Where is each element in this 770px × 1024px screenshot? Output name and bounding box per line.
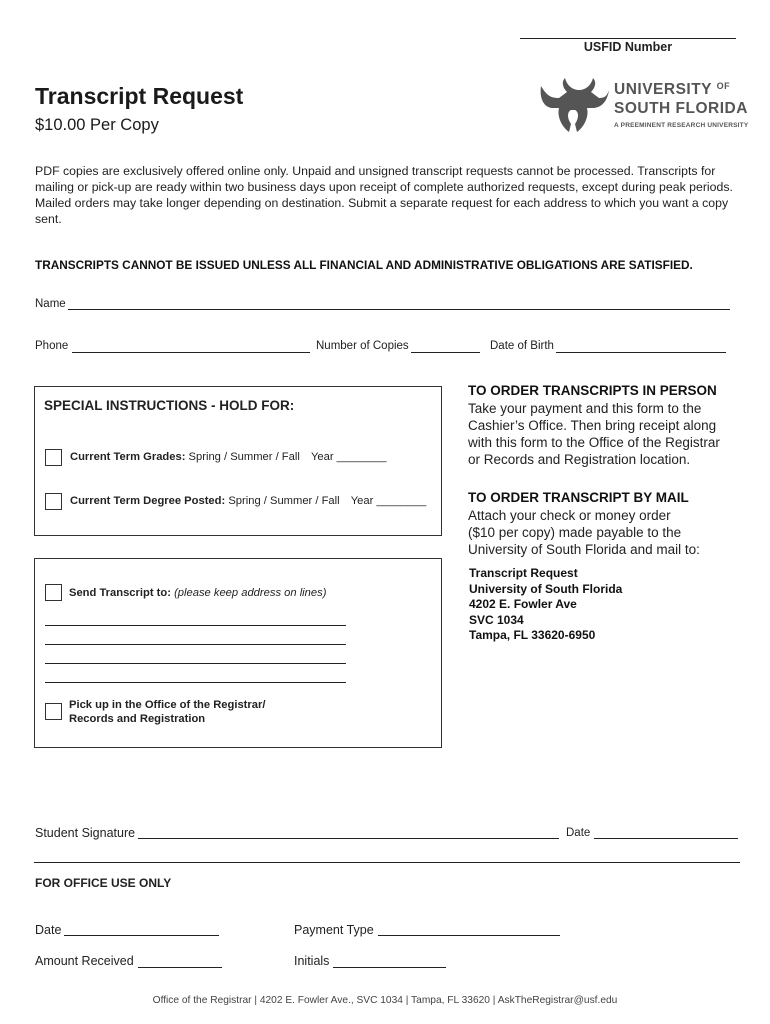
name-field[interactable] <box>68 309 730 310</box>
by-mail-text: Attach your check or money order ($10 per copy) made payable to the University of South Florida and mail to: <box>468 508 700 557</box>
footer-contact: Office of the Registrar | 4202 E. Fowler Ave., SVC 1034 | Tampa, FL 33620 | AskTheRegistrar@usf.edu <box>152 995 618 1006</box>
address-line-3[interactable] <box>45 663 346 664</box>
address-line-1[interactable] <box>45 625 346 626</box>
signature-label: Student Signature <box>35 826 136 840</box>
address-line-4[interactable] <box>45 682 346 683</box>
phone-label: Phone <box>35 340 69 352</box>
price-per-copy: $10.00 Per Copy <box>35 116 159 134</box>
signature-field[interactable] <box>138 838 559 839</box>
office-use-heading: FOR OFFICE USE ONLY <box>35 876 172 890</box>
payment-type-label: Payment Type <box>294 923 374 937</box>
special-instructions-heading: SPECIAL INSTRUCTIONS - HOLD FOR: <box>44 398 295 413</box>
address-line-2[interactable] <box>45 644 346 645</box>
initials-label: Initials <box>294 954 330 968</box>
send-checkbox[interactable] <box>45 584 62 601</box>
payment-type-field[interactable] <box>378 935 560 936</box>
grades-checkbox[interactable] <box>45 449 62 466</box>
signature-date-label: Date <box>566 827 591 839</box>
pickup-checkbox[interactable] <box>45 703 62 720</box>
usfid-label: USFID Number <box>583 40 673 54</box>
logo-university: UNIVERSITY $^{OF}$ <box>614 81 731 98</box>
office-divider <box>34 862 740 863</box>
amount-received-label: Amount Received <box>35 954 134 968</box>
name-label: Name <box>35 298 66 310</box>
initials-field[interactable] <box>333 967 446 968</box>
obligations-warning: TRANSCRIPTS CANNOT BE ISSUED UNLESS ALL FINANCIAL AND ADMINISTRATIVE OBLIGATIONS ARE SATISFIED. <box>35 258 693 272</box>
grades-option: Current Term Grades: Spring / Summer / Fall Year ________ <box>70 451 387 463</box>
office-date-field[interactable] <box>64 935 219 936</box>
degree-option: Current Term Degree Posted: Spring / Summer / Fall Year ________ <box>70 495 427 507</box>
usf-bull-icon <box>537 78 609 134</box>
logo-south-florida: SOUTH FLORIDA <box>614 100 748 117</box>
logo-tagline: A PREEMINENT RESEARCH UNIVERSITY <box>614 122 749 129</box>
by-mail-heading: TO ORDER TRANSCRIPT BY MAIL <box>468 490 689 505</box>
send-option: Send Transcript to: (please keep address on lines) <box>69 587 327 599</box>
degree-checkbox[interactable] <box>45 493 62 510</box>
intro-paragraph: PDF copies are exclusively offered online only. Unpaid and unsigned transcript requests cannot be processed. Transcripts for mailing or pick-up are ready within two business days upon receipt of complete authorized requests, except during peak periods. Mailed orders may take longer depending on destination. Submit a separate request for each address to which you want a copy sent. <box>35 164 733 226</box>
signature-date-field[interactable] <box>594 838 738 839</box>
page-title: Transcript Request <box>35 83 244 109</box>
pickup-option: Pick up in the Office of the Registrar/ Records and Registration <box>69 699 266 725</box>
in-person-text: Take your payment and this form to the Cashier’s Office. Then bring receipt along with this form to the Office of the Registrar or Records and Registration location. <box>468 401 720 467</box>
usfid-line[interactable] <box>520 38 736 39</box>
mailing-address: Transcript Request University of South Florida 4202 E. Fowler Ave SVC 1034 Tampa, FL 33620-6950 <box>469 566 623 642</box>
in-person-heading: TO ORDER TRANSCRIPTS IN PERSON <box>468 383 717 398</box>
phone-field[interactable] <box>72 352 310 353</box>
dob-label: Date of Birth <box>490 340 554 352</box>
copies-label: Number of Copies <box>316 340 409 352</box>
office-date-label: Date <box>35 923 62 937</box>
copies-field[interactable] <box>411 352 480 353</box>
dob-field[interactable] <box>556 352 726 353</box>
amount-received-field[interactable] <box>138 967 222 968</box>
